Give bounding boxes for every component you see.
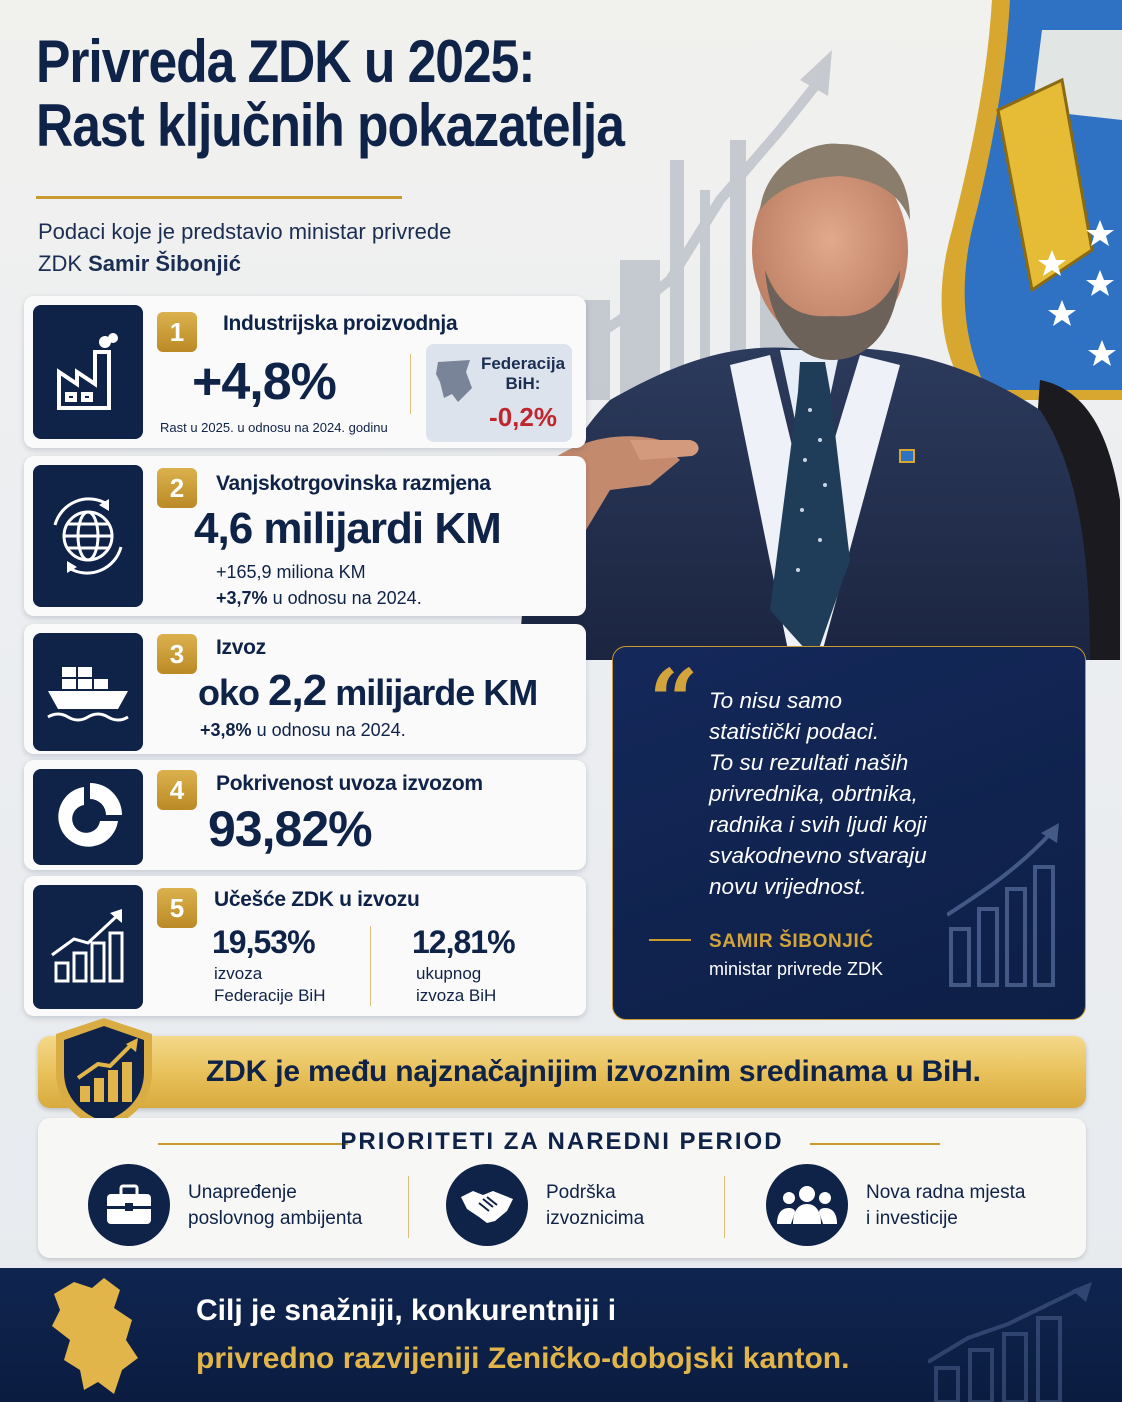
quote-line: statistički podaci. <box>709 719 880 744</box>
quote-line: svakodnevno stvaraju <box>709 843 927 868</box>
card-label: Pokrivenost uvoza izvozom <box>216 772 483 795</box>
card-label: Vanjskotrgovinska razmjena <box>216 472 491 495</box>
stat-card-import-coverage <box>24 760 586 870</box>
quote-author-rule <box>649 939 691 941</box>
number-badge: 5 <box>157 888 197 928</box>
stat-card-industrial-production <box>24 296 586 448</box>
shield-growth-icon <box>52 1016 156 1132</box>
priority-text <box>546 1180 644 1232</box>
key-message-banner <box>38 1036 1086 1108</box>
share-desc-federation-2: Federacije BiH <box>214 986 326 1005</box>
priority-line-1: Podrška <box>546 1182 616 1203</box>
subtitle-line-1: Podaci koje je predstavio ministar privrede <box>38 219 452 244</box>
number-badge: 3 <box>157 634 197 674</box>
quote-line: radnika i svih ljudi koji <box>709 812 927 837</box>
divider <box>370 926 371 1006</box>
share-desc-bih-2: izvoza BiH <box>416 986 497 1005</box>
priority-item-exporter-support <box>446 1164 726 1244</box>
priority-line-2: poslovnog ambijenta <box>188 1208 363 1229</box>
number-badge: 4 <box>157 770 197 810</box>
growth-chart-icon <box>928 1278 1098 1402</box>
priority-item-business-environment <box>88 1164 398 1244</box>
card-note <box>200 720 406 741</box>
priority-line-2: izvoznicima <box>546 1208 645 1229</box>
people-icon <box>777 1184 837 1226</box>
priority-text <box>188 1180 362 1232</box>
card-label: Učešće ZDK u izvozu <box>214 888 420 911</box>
quote-line: novu vrijednost. <box>709 874 867 899</box>
quote-line: To su rezultati naših <box>709 750 909 775</box>
card-note-1: +165,9 miliona KM <box>216 562 366 582</box>
value-prefix: oko <box>198 672 260 713</box>
share-desc-bih-1: ukupnog <box>416 964 482 983</box>
priority-icon-circle <box>446 1164 528 1246</box>
priorities-panel <box>38 1118 1086 1258</box>
share-value-bih: 12,81% <box>412 924 515 960</box>
card-value: 93,82% <box>208 801 372 857</box>
quote-line: privrednika, obrtnika, <box>709 781 918 806</box>
card-label: Izvoz <box>216 636 266 659</box>
card-note: Rast u 2025. u odnosu na 2024. godinu <box>160 420 388 435</box>
card-label: Industrijska proizvodnja <box>223 312 458 335</box>
footer <box>0 1268 1122 1402</box>
share-value-federation: 19,53% <box>212 924 315 960</box>
compare-label: Federacija BiH: <box>480 354 566 393</box>
priority-item-jobs-investments <box>766 1164 1066 1244</box>
compare-value: -0,2% <box>489 402 557 432</box>
priority-line-2: i investicije <box>866 1208 958 1229</box>
stat-card-export <box>24 624 586 754</box>
subtitle-minister-name: Samir Šibonjić <box>88 251 241 276</box>
priority-text <box>866 1180 1025 1232</box>
zdk-map-icon <box>44 1274 144 1398</box>
subtitle-zdk: ZDK <box>38 251 82 276</box>
quote-author-role: ministar privrede ZDK <box>709 959 884 979</box>
note-strong: +3,7% <box>216 588 268 608</box>
minister-quote-box <box>612 646 1086 1020</box>
card-icon-box <box>33 465 143 607</box>
federation-compare-box <box>426 344 572 442</box>
note-rest: u odnosu na 2024. <box>256 720 406 740</box>
priorities-title: PRIORITETI ZA NAREDNI PERIOD <box>340 1128 784 1155</box>
number-badge: 2 <box>157 468 197 508</box>
stat-card-export-share <box>24 876 586 1016</box>
card-icon-box <box>33 305 143 439</box>
quote-author: SAMIR ŠIBONJIĆ <box>709 931 874 952</box>
title-line-2: Rast ključnih pokazatelja <box>36 92 624 159</box>
divider <box>410 354 411 414</box>
priority-icon-circle <box>766 1164 848 1246</box>
title-rule-right <box>810 1143 940 1145</box>
footer-line-2: privredno razvijeniji Zeničko-dobojski kanton. <box>196 1342 850 1375</box>
page-title <box>36 30 655 158</box>
note-rest: u odnosu na 2024. <box>272 588 422 608</box>
value-number: 2,2 <box>268 666 327 715</box>
briefcase-icon <box>105 1184 153 1226</box>
pie-chart-icon <box>50 779 126 855</box>
factory-icon <box>53 332 123 412</box>
priority-line-1: Nova radna mjesta <box>866 1182 1026 1203</box>
card-icon-box <box>33 769 143 865</box>
title-line-1: Privreda ZDK u 2025: <box>36 28 535 95</box>
subtitle <box>38 216 451 280</box>
quote-mark-icon: “ <box>649 651 699 752</box>
handshake-icon <box>459 1185 515 1225</box>
card-value <box>198 666 537 716</box>
priority-separator <box>724 1176 725 1238</box>
card-value: 4,6 milijardi KM <box>194 504 501 553</box>
quote-line: To nisu samo <box>709 688 842 713</box>
share-desc-federation-1: izvoza <box>214 964 263 983</box>
priority-icon-circle <box>88 1164 170 1246</box>
value-suffix: milijarde KM <box>335 672 538 713</box>
banner-text: ZDK je među najznačajnijim izvoznim sredinama u BiH. <box>206 1055 981 1088</box>
priority-separator <box>408 1176 409 1238</box>
globe-icon <box>47 495 129 577</box>
card-note-2 <box>216 588 422 609</box>
stat-card-foreign-trade <box>24 456 586 616</box>
note-strong: +3,8% <box>200 720 252 740</box>
growth-chart-icon <box>947 819 1067 989</box>
card-icon-box <box>33 633 143 751</box>
bih-map-icon <box>434 358 474 404</box>
title-underline <box>36 196 402 199</box>
card-icon-box <box>33 885 143 1009</box>
card-value: +4,8% <box>192 353 336 411</box>
cargo-ship-icon <box>46 659 130 725</box>
subtitle-line-2 <box>38 248 451 280</box>
growth-chart-icon <box>48 907 128 987</box>
footer-line-1: Cilj je snažniji, konkurentniji i <box>196 1294 617 1327</box>
number-badge: 1 <box>157 312 197 352</box>
priority-line-1: Unapređenje <box>188 1182 297 1203</box>
